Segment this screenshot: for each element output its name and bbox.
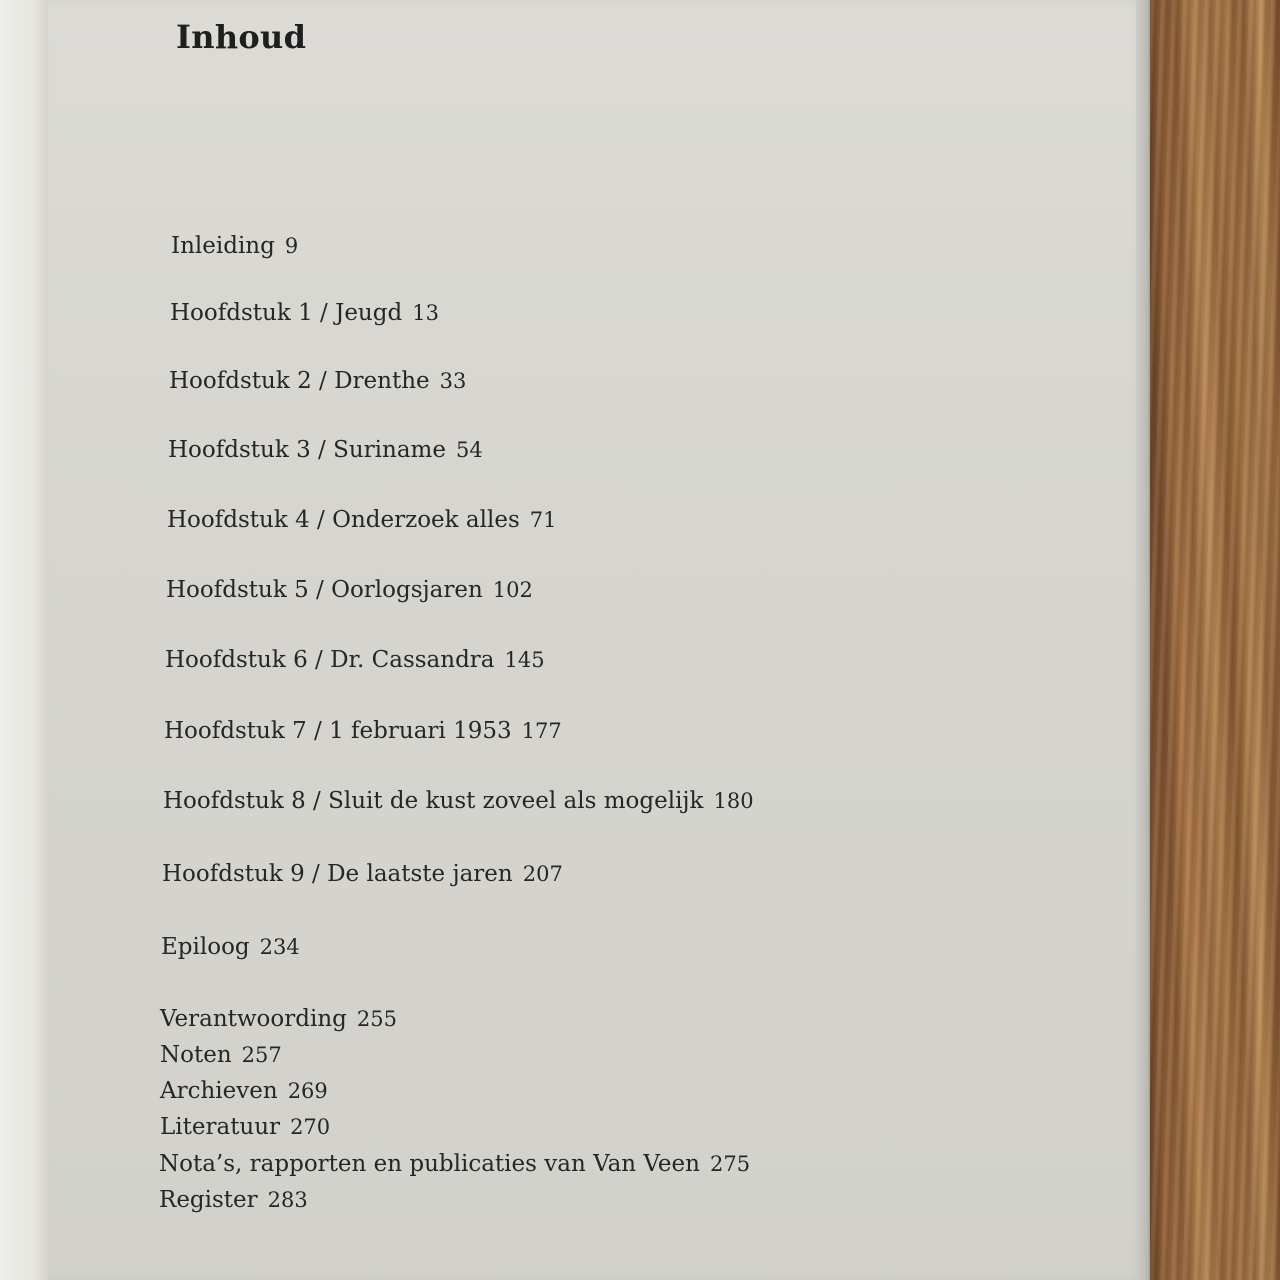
toc-entry-page: 255 xyxy=(356,1007,397,1031)
toc-entry-page: 54 xyxy=(455,438,483,462)
toc-entry-label: Hoofdstuk 4 / Onderzoek alles xyxy=(167,507,520,533)
toc-entry-label: Inleiding xyxy=(171,233,275,259)
toc-entry-page: 180 xyxy=(713,789,754,813)
toc-entry-hoofdstuk-7 xyxy=(164,716,562,746)
toc-entry-page: 102 xyxy=(492,578,533,602)
toc-entry-label: Hoofdstuk 6 / Dr. Cassandra xyxy=(165,647,495,673)
toc-entry-label: Hoofdstuk 3 / Suriname xyxy=(168,437,446,463)
toc-entry-hoofdstuk-4 xyxy=(167,505,557,535)
toc-entry-label: Hoofdstuk 9 / De laatste jaren xyxy=(162,861,513,887)
toc-entry-label: Nota’s, rapporten en publicaties van Van Veen xyxy=(159,1151,700,1177)
toc-entry-page: 270 xyxy=(290,1115,331,1139)
toc-entry-verantwoording xyxy=(160,1004,397,1034)
toc-entry-noten xyxy=(160,1040,282,1070)
toc-entry-page: 145 xyxy=(504,648,545,672)
toc-entry-label: Epiloog xyxy=(161,934,250,960)
toc-entry-label: Noten xyxy=(160,1042,232,1068)
toc-entry-label: Literatuur xyxy=(160,1114,281,1140)
toc-entry-register xyxy=(159,1185,308,1215)
toc-entry-hoofdstuk-2 xyxy=(169,366,466,396)
page-title: Inhoud xyxy=(176,18,307,56)
toc-entry-hoofdstuk-5 xyxy=(166,575,533,605)
toc-entry-inleiding xyxy=(171,231,298,261)
toc-entry-archieven xyxy=(160,1076,328,1106)
toc-entry-page: 234 xyxy=(259,935,300,959)
toc-entry-page: 9 xyxy=(284,234,299,258)
toc-entry-page: 269 xyxy=(287,1079,328,1103)
toc-entry-page: 207 xyxy=(522,862,563,886)
toc-entry-notas xyxy=(159,1149,750,1179)
toc-entry-label: Register xyxy=(159,1187,258,1213)
toc-entry-label: Hoofdstuk 5 / Oorlogsjaren xyxy=(166,577,483,603)
toc-entry-page: 33 xyxy=(439,369,467,393)
toc-entry-page: 275 xyxy=(709,1152,751,1176)
toc-entry-literatuur xyxy=(160,1112,330,1142)
toc-entry-page: 257 xyxy=(241,1043,282,1067)
toc-entry-label: Hoofdstuk 1 / Jeugd xyxy=(170,300,403,326)
toc-entry-page: 13 xyxy=(412,301,439,325)
toc-entry-label: Hoofdstuk 2 / Drenthe xyxy=(169,368,430,394)
toc-entry-label: Hoofdstuk 7 / 1 februari 1953 xyxy=(164,718,512,744)
toc-entry-label: Hoofdstuk 8 / Sluit de kust zoveel als mogelijk xyxy=(163,788,704,814)
toc-entry-hoofdstuk-9 xyxy=(162,859,563,889)
toc-entry-page: 283 xyxy=(267,1188,308,1212)
toc-entry-label: Archieven xyxy=(160,1078,278,1104)
toc-entry-hoofdstuk-1 xyxy=(170,298,439,328)
toc-entry-page: 177 xyxy=(521,719,562,743)
toc-entry-label: Verantwoording xyxy=(160,1006,347,1032)
toc-entry-hoofdstuk-3 xyxy=(168,435,483,465)
toc-entry-epiloog xyxy=(161,932,300,962)
toc-entry-hoofdstuk-8 xyxy=(163,786,754,816)
toc-entry-page: 71 xyxy=(529,508,557,532)
toc-entry-hoofdstuk-6 xyxy=(165,645,545,675)
